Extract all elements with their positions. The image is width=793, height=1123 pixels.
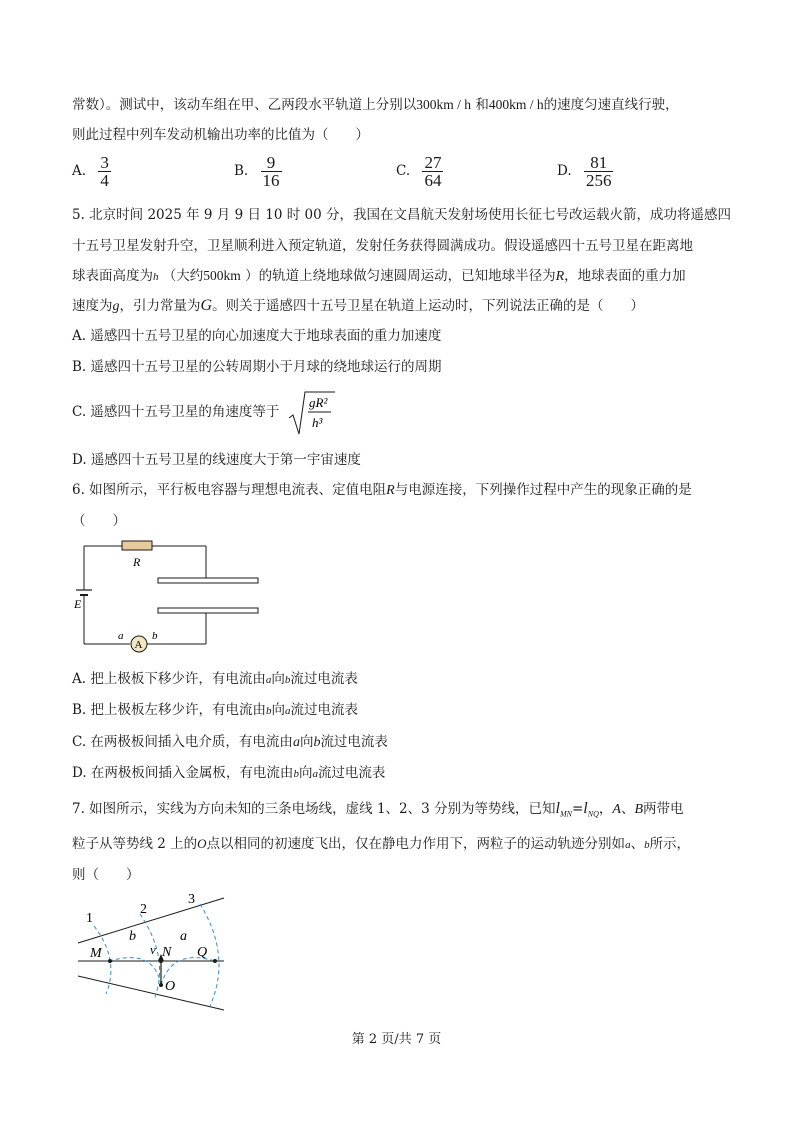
q5-option-b: B. 遥感四十五号卫星的公转周期小于月球的绕地球运行的周期	[72, 359, 442, 375]
q5-option-a: A. 遥感四十五号卫星的向心加速度大于地球表面的重力加速度	[72, 328, 442, 344]
q4-line-1: 常数）。测试中，该动车组在甲、乙两段水平轨道上分别以300km / h 和400km / h的速度匀速直线行驶，	[72, 97, 679, 113]
q7-line-1: 7. 如图所示，实线为方向未知的三条电场线，虚线 1、2、3 分别为等势线，已知$l_{MN}=l_{NQ}$，A、B两带电	[72, 800, 684, 819]
q5-line-4: 速度为g，引力常量为G。则关于遥感四十五号卫星在轨道上运动时，下列说法正确的是（ ）	[72, 297, 645, 314]
label-m: M	[90, 946, 102, 961]
q5-sqrt-numerator: gR²	[309, 395, 328, 410]
q6-option-b: B. 把上极板左移少许，有电流由b向a流过电流表	[72, 702, 359, 718]
q5-line-2: 十五号卫星发射升空，卫星顺利进入预定轨道，发射任务获得圆满成功。假设遥感四十五号卫星在距离地	[72, 238, 693, 254]
q5-line-1: 5. 北京时间 2025 年 9 月 9 日 10 时 00 分，我国在文昌航天发射场使用长征七号改运载火箭，成功将遥感四	[72, 207, 731, 223]
label-o: O	[165, 979, 176, 994]
label-3: 3	[188, 892, 195, 907]
q5-line-3: 球表面高度为h （大约500km ）的轨道上绕地球做匀速圆周运动，已知地球半径为R，地球表面的重力加	[72, 268, 686, 284]
q4-option-d: D. $\frac{81}{256}$	[557, 153, 612, 190]
q4-option-c: C. $\frac{27}{64}$	[396, 153, 442, 190]
ammeter-label: A	[134, 639, 143, 651]
resistor-r	[122, 541, 152, 550]
q6-option-a: A. 把上极板下移少许，有电流由a向b流过电流表	[72, 671, 358, 687]
label-n: N	[162, 945, 172, 960]
label-q: Q	[197, 945, 208, 960]
q7-line-3: 则（ ）	[72, 867, 140, 883]
q5-sqrt-denominator: h³	[312, 415, 323, 430]
q5-option-c-sqrt-formula	[287, 388, 337, 438]
field-line-top	[78, 898, 224, 943]
q5-option-c: C. 遥感四十五号卫星的角速度等于	[72, 404, 280, 420]
label-1: 1	[86, 911, 93, 926]
q4-line-2: 则此过程中列车发动机输出功率的比值为（ ）	[72, 127, 369, 143]
q5-option-d: D. 遥感四十五号卫星的线速度大于第一宇宙速度	[72, 452, 361, 468]
label-e: E	[74, 597, 82, 611]
label-r: R	[133, 555, 141, 569]
upper-plate	[158, 578, 258, 583]
q7-field-diagram	[72, 888, 232, 1013]
lower-plate	[158, 608, 258, 613]
label-a: a	[180, 929, 187, 944]
q7-line-2: 粒子从等势线 2 上的O点以相同的初速度飞出，仅在静电力作用下，两粒子的运动轨迹分别如a、b所示，	[72, 836, 691, 852]
q4-option-b: B. $\frac{9}{16}$	[234, 153, 280, 190]
q4-option-a: A. $\frac{3}{4}$	[72, 153, 109, 190]
trajectory-b	[110, 958, 161, 985]
equipotential-2	[140, 914, 160, 1000]
label-b: b	[152, 630, 158, 642]
label-b: b	[129, 929, 136, 944]
q6-line-1: 6. 如图所示，平行板电容器与理想电流表、定值电阻R与电源连接，下列操作过程中产生的现象正确的是	[72, 482, 692, 498]
q6-option-d: D. 在两极板间插入金属板，有电流由b向a流过电流表	[72, 765, 386, 781]
label-v: v	[150, 942, 156, 957]
q6-circuit-diagram	[70, 538, 265, 653]
q6-line-2: （ ）	[72, 513, 126, 529]
label-a: a	[118, 630, 124, 642]
q6-option-c: C. 在两极板间插入电介质，有电流由a向b流过电流表	[72, 734, 388, 750]
page-footer: 第 2 页/共 7 页	[351, 1032, 442, 1047]
label-2: 2	[140, 902, 147, 917]
field-line-bottom	[78, 976, 224, 1010]
